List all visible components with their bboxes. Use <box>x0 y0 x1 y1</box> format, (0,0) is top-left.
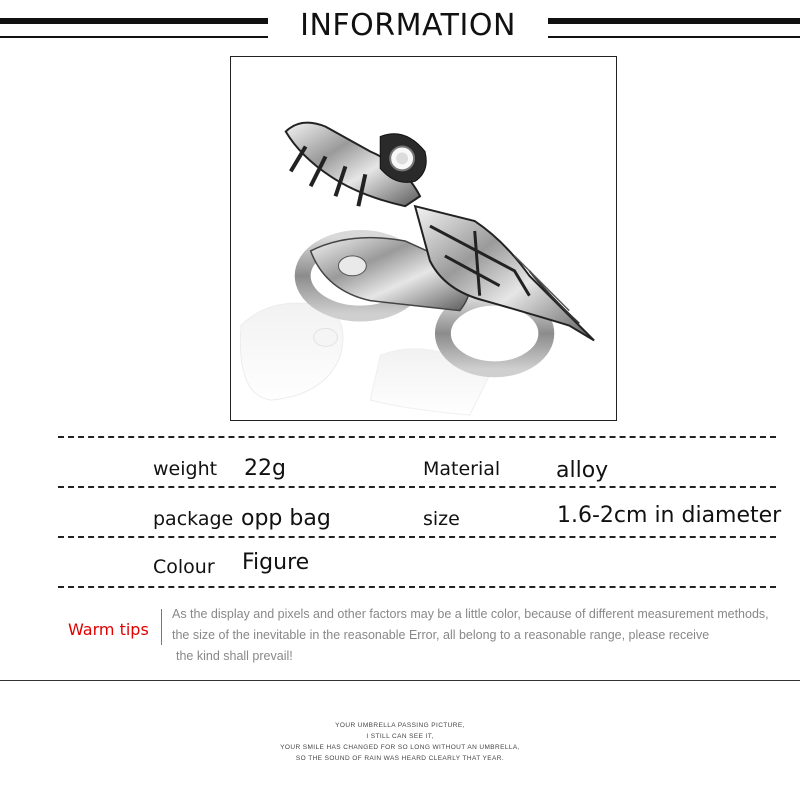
footer-poem-line: SO THE SOUND OF RAIN WAS HEARD CLEARLY THAT YEAR. <box>295 755 505 762</box>
warm-tips-line: the size of the inevitable in the reasonable Error, all belong to a reasonable range, please receive <box>172 628 710 642</box>
material-label: Material <box>423 458 501 480</box>
warm-tips-line: the kind shall prevail! <box>176 649 293 663</box>
footer-poem-line: YOUR SMILE HAS CHANGED FOR SO LONG WITHOUT AN UMBRELLA, <box>280 744 520 751</box>
size-value: 1.6-2cm in diameter <box>557 503 782 528</box>
weight-label: weight <box>153 458 218 480</box>
colour-value: Figure <box>242 550 310 575</box>
material-value: alloy <box>556 458 609 483</box>
warm-tips-label: Warm tips <box>68 620 149 639</box>
page-title: INFORMATION <box>300 8 516 43</box>
footer-poem-line: YOUR UMBRELLA PASSING PICTURE, <box>335 722 465 729</box>
divider <box>58 536 776 538</box>
footer-poem-line: I STILL CAN SEE IT, <box>366 733 434 740</box>
warm-tips-bar <box>161 609 162 645</box>
product-photo <box>230 56 617 421</box>
divider <box>58 586 776 588</box>
weight-value: 22g <box>244 456 286 481</box>
header-rule-right <box>548 18 800 38</box>
divider <box>58 486 776 488</box>
size-label: size <box>423 508 460 530</box>
package-value: opp bag <box>241 506 331 531</box>
colour-label: Colour <box>153 556 215 578</box>
ring-icon <box>231 57 616 420</box>
package-label: package <box>153 508 234 530</box>
footer-rule <box>0 680 800 681</box>
divider <box>58 436 776 438</box>
warm-tips-line: As the display and pixels and other factors may be a little color, because of different measurement methods, <box>172 607 769 621</box>
header-rule-left <box>0 18 268 38</box>
